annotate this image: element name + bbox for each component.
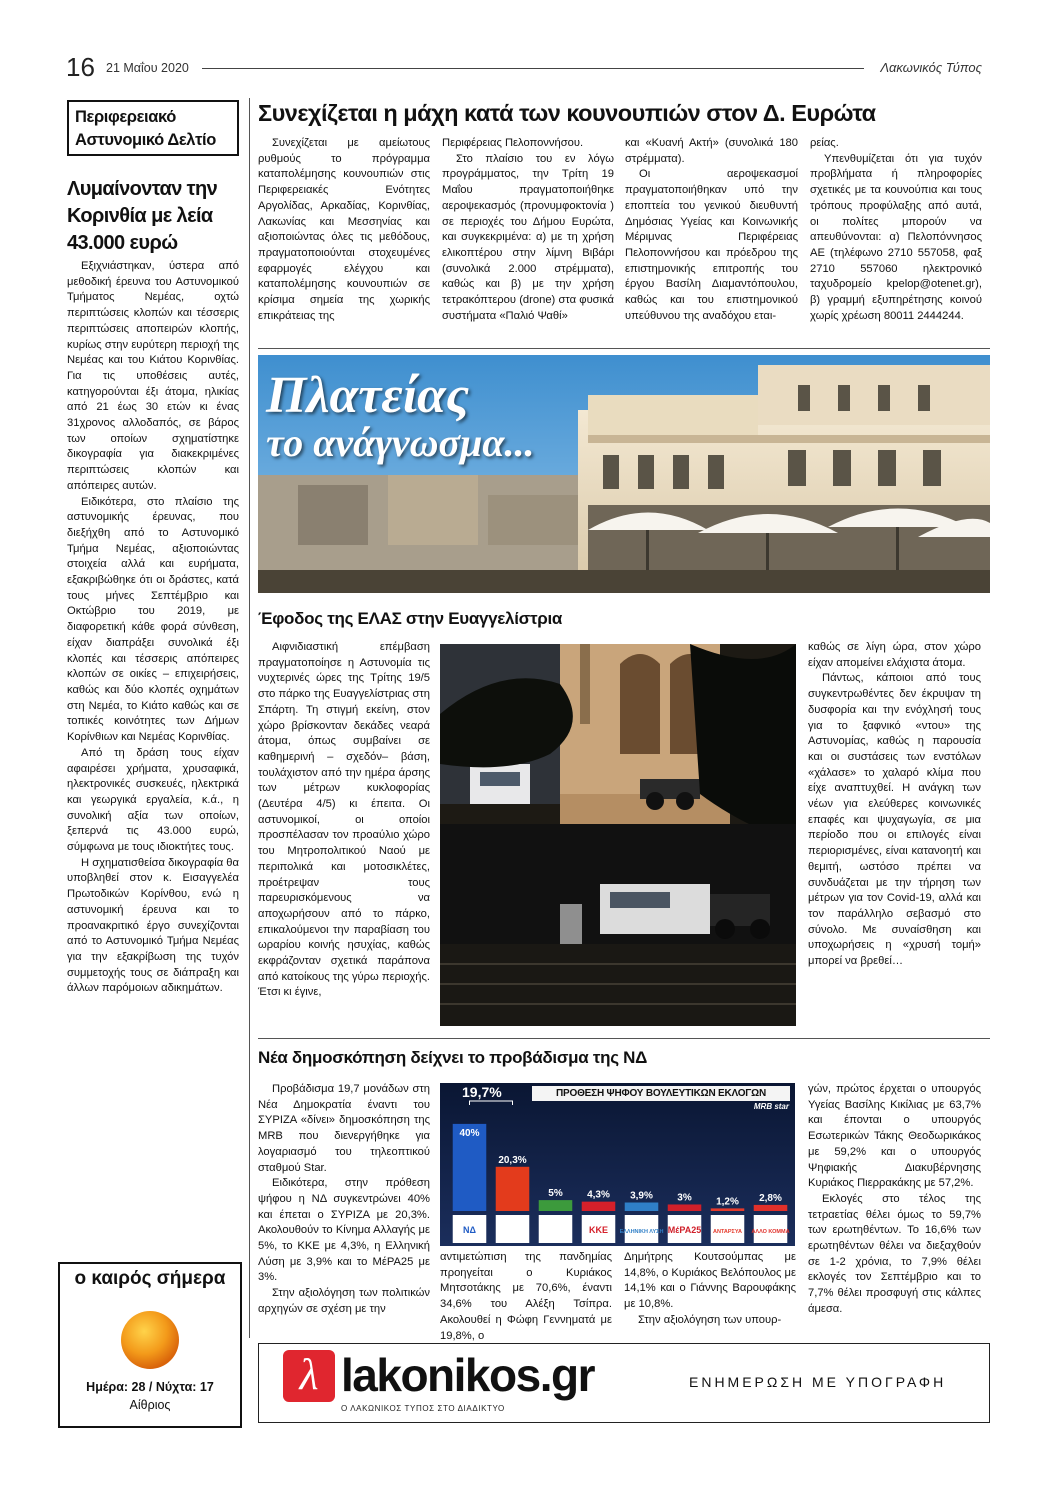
chart-bar	[668, 1204, 702, 1211]
article2-title: Έφοδος της ΕΛΑΣ στην Ευαγγελίστρια	[258, 609, 563, 628]
party-logo-label: ΕΛΛΗΝΙΚΗ ΛΥΣΗ	[619, 1229, 664, 1235]
article3-title: Νέα δημοσκόπηση δείχνει το προβάδισμα της ΝΔ	[258, 1048, 648, 1067]
chart-title: ΠΡΟΘΕΣΗ ΨΗΦΟΥ ΒΟΥΛΕΥΤΙΚΩΝ ΕΚΛΟΓΩΝ	[532, 1086, 790, 1101]
chart-source-badge: MRB star	[753, 1102, 789, 1111]
article1-col3	[625, 136, 798, 324]
chart-data-label: 2,8%	[759, 1192, 782, 1204]
chart-bar	[539, 1200, 573, 1211]
chart-data-label: 3,9%	[630, 1190, 653, 1202]
party-logo-label: ΚΚΕ	[588, 1225, 609, 1235]
banner-photo	[258, 355, 990, 593]
article2-paragraph: καθώς σε λίγη ώρα, στον χώρο είχαν απομείνει ελάχιστα άτομα.	[808, 641, 981, 669]
party-logo-label: ΑΛΛΟ ΚΟΜΜΑ	[751, 1229, 790, 1235]
article1-paragraph: Υπενθυμίζεται ότι για τυχόν προβλήματα ή πληροφορίες σχετικές με τα κουνούπια και τους τρόπους προφύλαξης από αυτά, οι πολίτες μπορούν να απευθύνονται: α) Πελοπόννησος ΑΕ (τηλέφωνο 2710 557058, φαξ 2710 557060 ηλεκτρονικό ταχυδρομείο kpelop@otenet.gr), β) γραμμή εξυπηρέτησης κοινού χωρίς χρέωση 80011 2444244.	[810, 152, 982, 322]
chart-data-label: 40%	[459, 1127, 480, 1139]
ad-tagline: ΕΝΗΜΕΡΩΣΗ ΜΕ ΥΠΟΓΡΑΦΗ	[689, 1374, 947, 1390]
chart-bar	[711, 1208, 745, 1211]
weather-condition: Αίθριος	[129, 1398, 171, 1412]
chart-data-label: 20,3%	[498, 1154, 527, 1166]
sidebar-paragraph: Εξιχνιάστηκαν, ύστερα από μεθοδική έρευνα του Αστυνομικού Τμήματος Νεμέας, οχτώ περιπτώσεις κλοπών και τέσσερις περιπτώσεις αποπειρών κλοπής, κυρίως στην ευρύτερη περιοχή της Νεμέας και του Κιάτου Κορινθίας. Για τις υποθέσεις αυτές, κατηγορούνται έξι άτομα, ηλικίας από 21 έως 30 ετών κι ένας 31χρονος αλλοδαπός, σε βάρος των οποίων σχηματίστηκε δικογραφία για διακεκριμένες περιπτώσεις κλοπών και απόπειρες αυτών.	[67, 260, 239, 492]
chart-data-label: 4,3%	[587, 1189, 610, 1201]
header-rule	[202, 68, 864, 69]
article1-title: Συνεχίζεται η μάχη κατά των κουνουπιών στον Δ. Ευρώτα	[258, 100, 876, 126]
page-number: 16	[66, 52, 95, 82]
page-header	[62, 52, 988, 82]
banner-title-line1: Πλατείας	[266, 367, 470, 424]
weather-title: ο καιρός σήμερα	[74, 1268, 226, 1289]
chart-bar	[754, 1205, 788, 1211]
sidebar-paragraph: Από τη δράση τους είχαν αφαιρέσει χρήματα, χρυσαφικά, ηλεκτρονικές συσκευές, ηλεκτρικά και γεωργικά εργαλεία, κ.ά., η συνολική αξία των οποίων, ξεπερνά τις 43.000 ευρώ, σύμφωνα με τους ιδιοκτήτες τους.	[67, 746, 239, 854]
article1-col2	[442, 136, 614, 324]
banner-title-line2: το ανάγνωσμα...	[266, 420, 535, 465]
article2-paragraph: Πάντως, κάποιοι από τους συγκεντρωθέντες δεν έκρυψαν τη δυσφορία και την ενόχλησή τους για το ξαφνικό «ντου» της Αστυνομίας, καθώς η παρουσία και οι συστάσεις των ενστόλων «χάλασε» το χαλαρό κλίμα που είχε αναπτυχθεί. Η ανάγκη των νέων για ελεύθερες κοινωνικές επαφές και ψυχαγωγία, σε μια περίοδο που οι επιλογές είναι περιορισμένες, είναι κατανοητή και θεμιτή, ωστόσο πρέπει να συνδυάζεται με την τήρηση των μέτρων για τον Covid-19, αλλά και τον παράλληλο σεβασμό στο σύνολο. Με συναίσθηση και υποχωρήσεις η «χρυσή τομή» μπορεί να βρεθεί…	[808, 672, 981, 968]
article2-right-col	[808, 640, 981, 970]
article2-left-col	[258, 640, 430, 1001]
article3-paragraph: αντιμετώπιση της πανδημίας προηγείται ο Κυριάκος Μητσοτάκης με 70,6%, έναντι 34,6% του Αλέξη Τσίπρα. Ακολουθεί η Φώφη Γεννηματά με 19,8%, ο	[440, 1251, 612, 1342]
chart-bar	[582, 1202, 616, 1211]
ad-logo-subtitle: Ο ΛΑΚΩΝΙΚΟΣ ΤΥΠΟΣ ΣΤΟ ΔΙΑΔΙΚΤΥΟ	[341, 1404, 505, 1413]
paper-name: Λακωνικός Τύπος	[880, 60, 982, 75]
article3-left-col	[258, 1082, 430, 1318]
sun-icon	[118, 1308, 182, 1372]
ad-banner[interactable]	[258, 1343, 990, 1423]
article1-paragraph: ρείας.	[810, 137, 839, 149]
article2-rule	[258, 1038, 990, 1039]
article3-paragraph: Στην αξιολόγηση των πολιτικών αρχηγών σε σχέση με την	[258, 1287, 430, 1315]
article3-paragraph: γών, πρώτος έρχεται ο υπουργός Υγείας Βασίλης Κικίλιας με 63,7% και έπονται ο υπουργός Εσωτερικών Τάκης Θεοδωρικάκος με 59,2% και ο υπουργός Ψηφιακής Διακυβέρνησης Κυριάκος Πιερρακάκης με 57,2%.	[808, 1083, 981, 1190]
article1-paragraph: Στο πλαίσιο του εν λόγω προγράμματος, την Τρίτη 19 Μαΐου πραγματοποιήθηκε αεροψεκασμός (προνυμφοκτονία ) σε περιοχές του Δήμου Ευρώτα, και συγκεκριμένα: α) με τη χρήση ελικοπτέρου στην λίμνη Βιβάρι (συνολικά 2.000 στρέμματα), καθώς και β) με την χρήση τετρακόπτερου (drone) στα φυσικά συστήματα «Παλιό Ψαθί»	[442, 152, 614, 322]
article3-right-col	[808, 1082, 981, 1318]
article3-paragraph: Ειδικότερα, στην πρόθεση ψήφου η ΝΔ συγκεντρώνει 40% και έπεται ο ΣΥΡΙΖΑ με 20,3%. Ακολουθούν το Κίνημα Αλλαγής με 5%, το ΚΚΕ με 4,3%, η Ελληνική Λύση με 3,9% και το ΜέΡΑ25 με 3%.	[258, 1177, 430, 1284]
sidebar-title: Λυμαίνονταν την Κορινθία με λεία 43.000 ευρώ	[67, 178, 218, 254]
chart-data-label: 3%	[677, 1192, 692, 1204]
chart-difference-label: 19,7%	[462, 1084, 502, 1100]
weather-box	[58, 1262, 242, 1428]
poll-bar-chart	[440, 1083, 795, 1246]
weather-temps: Ημέρα: 28 / Νύχτα: 17	[86, 1380, 214, 1394]
section-label-box	[67, 100, 239, 156]
article1-rule	[258, 348, 990, 349]
article3-mid-col2	[624, 1250, 796, 1329]
sidebar-body	[67, 259, 239, 997]
article2-photo	[440, 644, 796, 1026]
article3-paragraph: Δημήτρης Κουτσούμπας με 14,8%, ο Κυριάκος Βελόπουλος με 14,1% και ο Γιάννης Βαρουφάκης με 10,8%.	[624, 1251, 796, 1311]
article1-col1	[258, 136, 430, 324]
article3-mid-col1	[440, 1250, 612, 1344]
section-label: Περιφερειακό Αστυνομικό Δελτίο	[75, 108, 216, 149]
night-church-square-photo	[440, 644, 796, 1026]
article2-paragraph: Αιφνιδιαστική επέμβαση πραγματοποίησε η Αστυνομία τις νυχτερινές ώρες της Τρίτης 19/5 στο πάρκο της Ευαγγελίστριας στη Σπάρτη. Τη στιγμή εκείνη, στον χώρο βρίσκονταν δεκάδες νεαρά άτομα, όπως συμβαίνει σε καθημερινή – σχεδόν– βάση, τουλάχιστον από την ημέρα άρσης των μέτρων κυκλοφορίας (Δευτέρα 4/5) κι έπειτα. Οι αστυνομικοί, οι οποίοι προσπέλασαν τον προαύλιο χώρο του Μητροπολιτικού Ναού με περιπολικά και μοτοσικλέτες, προέτρεψαν τους παρευρισκόμενους να αποχωρήσουν από το πάρκο, επικαλούμενοι την παραβίαση του ωραρίου κοινής ησυχίας, καθώς εκφράζονταν σχετικά παράπονα από κατοίκους της γύρω περιοχής. Έτσι κι έγινε,	[258, 641, 430, 999]
article3-paragraph: Στην αξιολόγηση των υπουρ-	[638, 1313, 782, 1326]
chart-bar	[625, 1203, 659, 1211]
poll-chart	[440, 1083, 795, 1246]
issue-date: 21 Μαΐου 2020	[106, 61, 189, 75]
party-logo-tile	[539, 1215, 573, 1243]
party-logo-tile	[496, 1215, 530, 1243]
sidebar-paragraph: Ειδικότερα, στο πλαίσιο της αστυνομικής έρευνας, που διεξήχθη από το Αστυνομικό Τμήμα Νεμέας, αξιοποιώντας στοιχεία αλλά και ευρήματα, εξακριβώθηκε ότι οι δράστες, κατά τους μήνες Σεπτέμβριο και Οκτώβριο του 2019, με διαφορετική κάθε φορά σύνθεση, είχαν διαπράξει συνολικά έξι κλοπές και τέσσερις απόπειρες κλοπών σε οικίες – επιχειρήσεις, καθώς και δύο κλοπές οχημάτων στη Νεμέα, το Κιάτο καθώς και σε τοπικές κοινότητες των Δήμων Κορίνθιων και Νεμέας Κορινθίας.	[67, 495, 239, 744]
column-divider	[249, 98, 250, 1338]
article1-paragraph: Περιφέρειας Πελοποννήσου.	[442, 137, 584, 149]
chart-bar	[496, 1167, 530, 1211]
article3-paragraph: Εκλογές στο τέλος της τετραετίας θέλει όμως το 59,7% των ερωτηθέντων. Το 16,6% των ερωτηθέντων θέλει να διεξαχθούν σε 1-2 χρόνια, το 7,9% θέλει εκλογές τον Σεπτέμβριο και το 7,7% θέλει προσφυγή στις κάλπες άμεσα.	[808, 1192, 981, 1315]
ad-logo-mark: λ	[283, 1350, 335, 1402]
chart-data-label: 1,2%	[716, 1196, 739, 1208]
chart-data-label: 5%	[548, 1188, 563, 1200]
article1-paragraph: Συνεχίζεται με αμείωτους ρυθμούς το πρόγραμμα καταπολέμησης κουνουπιών στις Περιφερειακές Ενότητες Αργολίδας, Αρκαδίας, Κορινθίας, Λακωνίας και Μεσσηνίας και αξιοποιώντας όλες τις μεθόδους, πραγματοποιούνται στοχευμένες εφαρμογές ελέγχου και καταπολέμησης κουνουπιών σε κρίσιμα σημεία της χωρικής επικράτειας της	[258, 137, 430, 322]
article1-col4	[810, 136, 982, 324]
article1-paragraph: Οι αεροψεκασμοί πραγματοποιήθηκαν υπό την εποπτεία του γενικού διευθυντή Δημόσιας Υγείας και Κοινωνικής Μέριμνας Περιφέρειας Πελοποννήσου και πρόεδρου της επιστημονικής επιτροπής του έργου Βασίλη Διαμαντόπουλου, καθώς και του επιστημονικού υπεύθυνου της αναδόχου εται-	[625, 168, 798, 322]
party-logo-label: ΜέΡΑ25	[667, 1225, 702, 1235]
article1-paragraph: και «Κυανή Ακτή» (συνολικά 180 στρέμματα).	[625, 137, 798, 165]
sidebar-paragraph: Η σχηματισθείσα δικογραφία θα υποβληθεί στον κ. Εισαγγελέα Πρωτοδικών Κορίνθου, ενώ η αστυνομική έρευνα και το προανακριτικό έργο συνεχίζονται από το Αστυνομικό Τμήμα Νεμέας για την εξακρίβωση της τυχόν συμμετοχής τους σε διάπραξη και άλλων παρόμοιων αδικημάτων.	[67, 856, 239, 995]
ad-logo-text: lakonikos.gr	[341, 1349, 594, 1401]
party-logo-label: ΑΝΤΑΡΣΥΑ	[713, 1229, 742, 1235]
article3-paragraph: Προβάδισμα 19,7 μονάδων στη Νέα Δημοκρατία έναντι του ΣΥΡΙΖΑ «δίνει» δημοσκόπηση της MRB που διενεργήθηκε για λογαριασμό του τηλεοπτικού σταθμού Star.	[258, 1083, 430, 1174]
party-logo-label: ΝΔ	[463, 1225, 476, 1235]
